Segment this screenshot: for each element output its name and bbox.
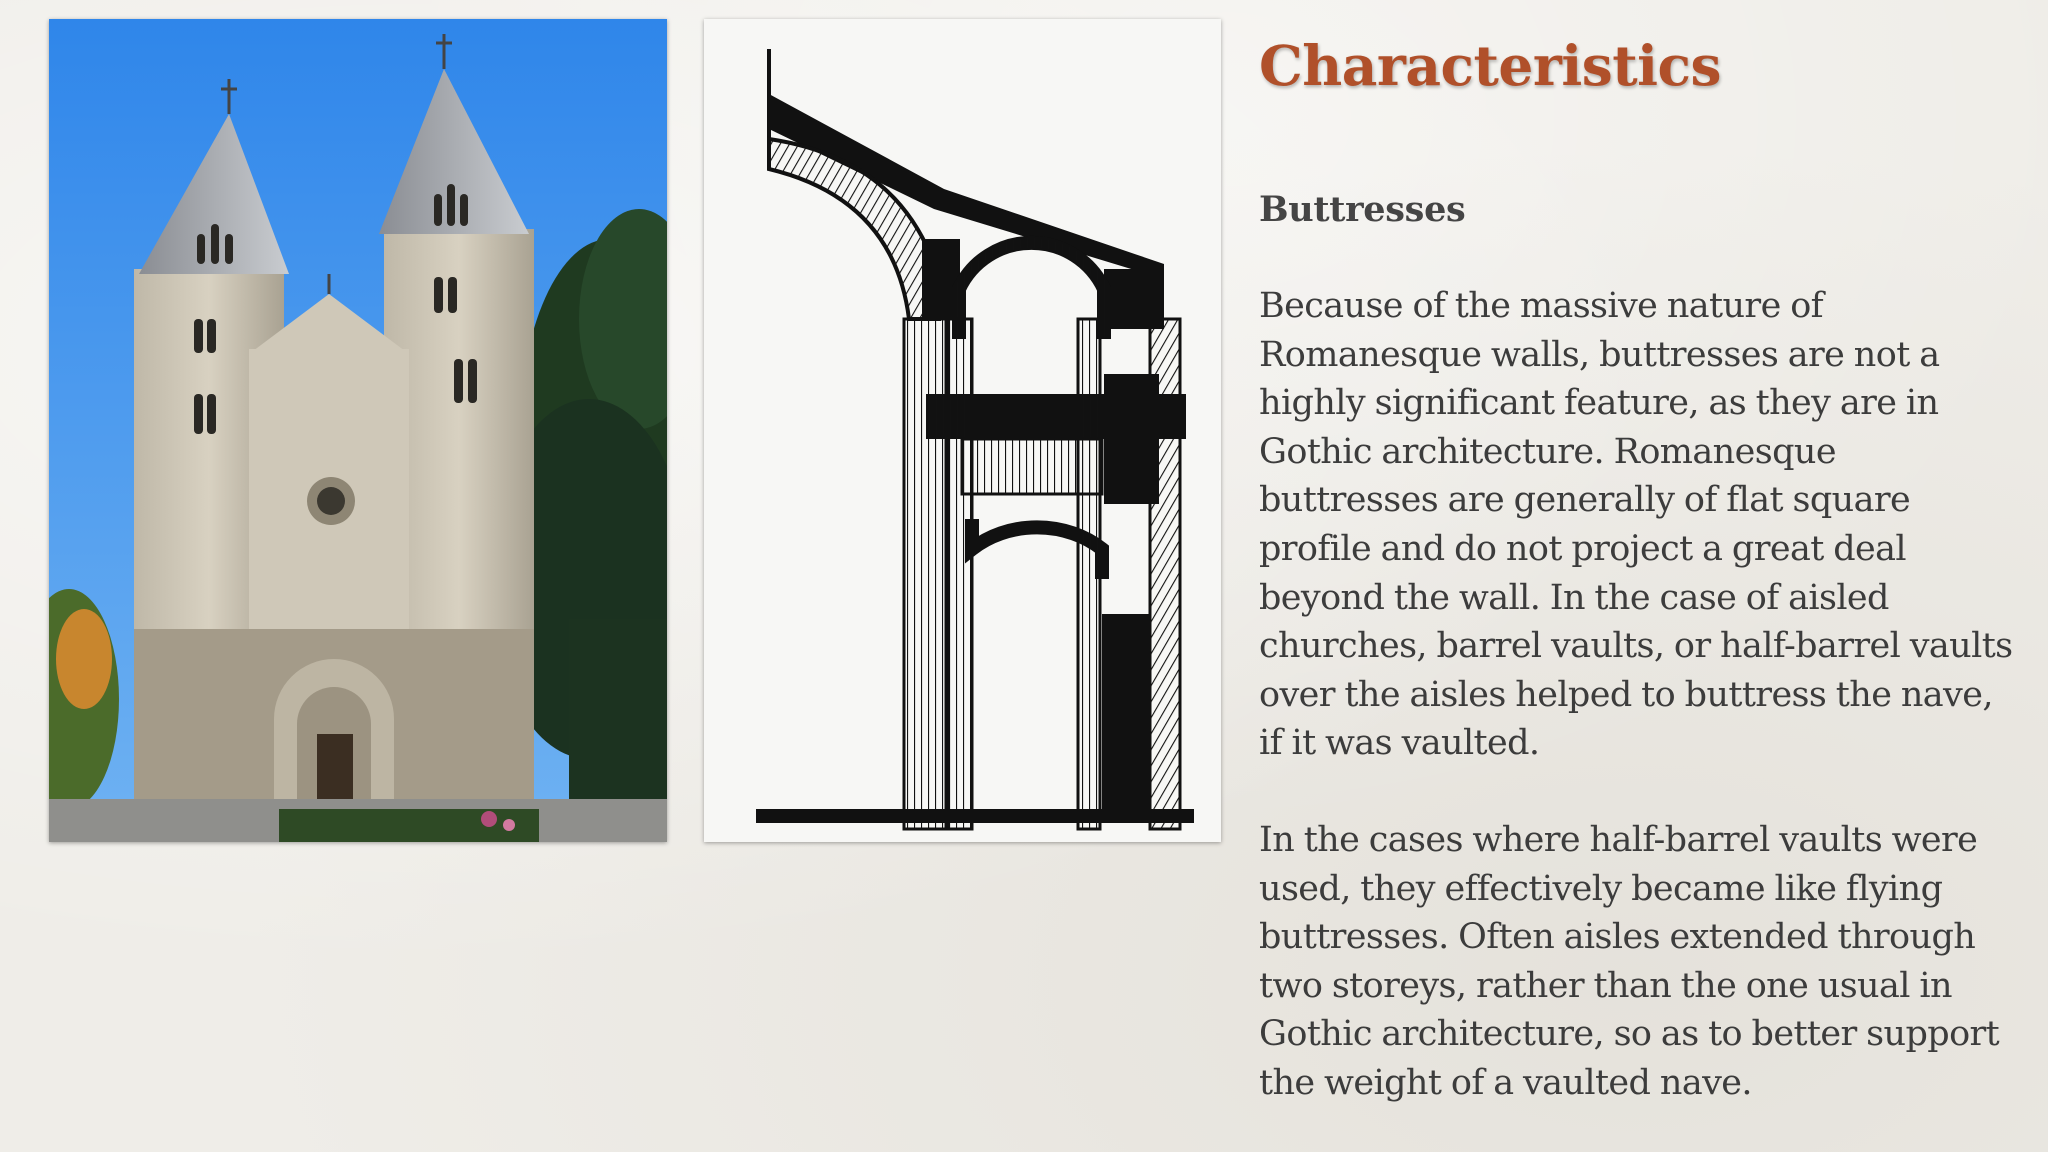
slide-subtitle: Buttresses	[1259, 189, 1466, 230]
church-photo	[49, 19, 667, 842]
slide-title: Characteristics	[1259, 33, 1721, 98]
paragraph-1: Because of the massive nature of Romanesque walls, buttresses are not a highly significant feature, as they are in Gothic architecture. Romanesque buttresses are generally of flat square profile and do not project a great deal beyond the wall. In the case of aisled churches, barrel vaults, or half-barrel vaults over the aisles helped to buttress the nave, if it was vaulted.	[1259, 286, 2013, 764]
buttress-section-drawing	[704, 19, 1221, 842]
section-drawing-image	[704, 19, 1221, 842]
paragraph-2: In the cases where half-barrel vaults were used, they effectively became like flying buttresses. Often aisles extended through two storeys, rather than the one usual in Gothic architecture, so as to better support the weight of a vaulted nave.	[1259, 819, 2000, 1103]
text-column	[1259, 30, 2019, 1108]
church-photo-image	[49, 19, 667, 842]
